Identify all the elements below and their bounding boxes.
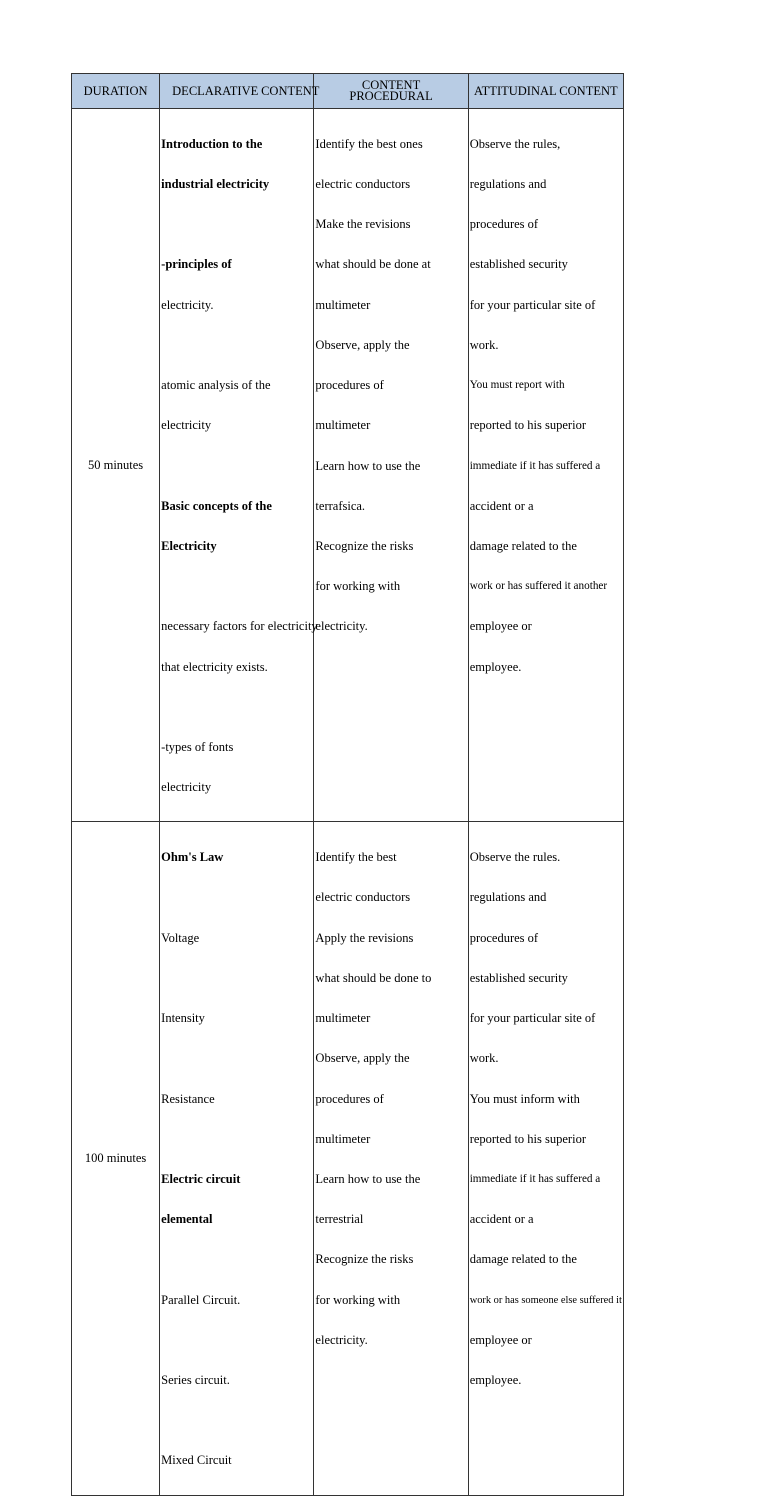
procedural-text: Observe, apply the [315, 1051, 410, 1066]
attitudinal-text: reported to his superior [469, 1131, 586, 1146]
procedural-text: multimeter [315, 1131, 371, 1146]
attitudinal-cell [468, 109, 623, 822]
declarative-heading: industrial electricity [161, 177, 270, 192]
procedural-text: multimeter [315, 1011, 371, 1026]
procedural-text: procedures of [315, 378, 384, 393]
declarative-cell [160, 109, 318, 822]
attitudinal-text: immediate if it has suffered a [469, 459, 601, 472]
declarative-subheading: -principles of [161, 257, 232, 272]
procedural-text: for working with [315, 1292, 401, 1307]
procedural-text: Observe, apply the [315, 337, 410, 352]
attitudinal-text: procedures of [469, 217, 539, 232]
procedural-text: multimeter [315, 297, 371, 312]
header-procedural-label: PROCEDURAL [349, 89, 433, 103]
header-procedural [314, 74, 468, 109]
content-table [71, 73, 624, 1496]
attitudinal-text: accident or a [469, 498, 534, 513]
attitudinal-text: You must inform with [469, 1091, 580, 1106]
procedural-text: multimeter [315, 418, 371, 433]
header-procedural-content-label: CONTENT [361, 78, 421, 92]
attitudinal-text: work or has suffered it another [469, 580, 608, 593]
procedural-text: Apply the revisions [315, 930, 414, 945]
attitudinal-text: reported to his superior [469, 418, 586, 433]
declarative-text: electricity. [161, 297, 214, 312]
attitudinal-text: established security [469, 970, 568, 985]
declarative-heading: Basic concepts of the [161, 498, 272, 513]
declarative-text: electricity [161, 418, 212, 433]
procedural-text: electricity. [315, 1332, 368, 1347]
procedural-text: for working with [315, 579, 401, 594]
procedural-text: Make the revisions [315, 217, 411, 232]
attitudinal-text: employee or [469, 619, 532, 634]
procedural-text: electricity. [315, 619, 368, 634]
declarative-heading: Introduction to the [161, 136, 263, 151]
procedural-text: Learn how to use the [315, 458, 421, 473]
attitudinal-text: work or has someone else suffered it [469, 1294, 622, 1306]
attitudinal-text: You must report with [469, 379, 565, 392]
attitudinal-text: accident or a [469, 1212, 534, 1227]
declarative-heading: Electricity [161, 538, 217, 553]
declarative-heading: elemental [161, 1212, 213, 1227]
declarative-text: Resistance [161, 1091, 215, 1106]
attitudinal-text: employee. [469, 659, 522, 674]
procedural-text: what should be done at [315, 257, 431, 272]
header-attitudinal-label: ATTITUDINAL CONTENT [474, 83, 618, 98]
header-duration [72, 74, 160, 109]
procedural-text: Recognize the risks [315, 539, 414, 553]
attitudinal-text: regulations and [469, 177, 547, 192]
declarative-text: Parallel Circuit. [161, 1292, 241, 1307]
attitudinal-cell [468, 822, 623, 1495]
declarative-text: -types of fonts [161, 740, 234, 755]
attitudinal-text: for your particular site of [469, 1011, 596, 1026]
attitudinal-text: employee. [469, 1373, 522, 1388]
declarative-heading: Ohm's Law [161, 850, 224, 865]
header-row [72, 74, 624, 109]
header-attitudinal [468, 74, 623, 109]
procedural-text: Recognize the risks [315, 1252, 414, 1267]
procedural-cell [314, 109, 468, 822]
attitudinal-text: procedures of [469, 930, 539, 945]
header-declarative [160, 74, 320, 109]
procedural-text: Identify the best [315, 850, 397, 865]
declarative-text: Voltage [161, 930, 200, 945]
table-row [72, 822, 624, 1495]
procedural-text: Learn how to use the [315, 1172, 421, 1187]
header-declarative-content-label: CONTENT [261, 83, 320, 98]
attitudinal-text: work. [469, 1051, 499, 1066]
procedural-cell [314, 822, 468, 1495]
duration-value: 50 minutes [87, 457, 144, 472]
header-declarative-label: DECLARATIVE [172, 83, 259, 98]
table-row [72, 109, 624, 822]
attitudinal-text: damage related to the [469, 539, 577, 553]
header-duration-label: DURATION [83, 83, 148, 98]
declarative-cell [160, 822, 314, 1495]
procedural-text: electric conductors [315, 177, 411, 192]
attitudinal-text: for your particular site of [469, 297, 596, 312]
attitudinal-text: immediate if it has suffered a [469, 1173, 601, 1186]
declarative-text: electricity [161, 780, 212, 795]
duration-value: 100 minutes [84, 1150, 147, 1165]
duration-cell [72, 822, 160, 1495]
attitudinal-text: damage related to the [469, 1252, 577, 1267]
declarative-heading: Electric circuit [161, 1171, 241, 1186]
duration-cell [72, 109, 160, 822]
declarative-text: Mixed Circuit [161, 1453, 232, 1468]
procedural-text: terrafsica. [315, 498, 366, 513]
attitudinal-text: Observe the rules, [469, 136, 561, 151]
declarative-text: necessary factors for electricity [161, 619, 318, 634]
declarative-text: Intensity [161, 1011, 205, 1026]
attitudinal-text: work. [469, 337, 499, 352]
procedural-text: terrestrial [315, 1212, 364, 1227]
declarative-text: atomic analysis of the [161, 378, 271, 393]
attitudinal-text: established security [469, 257, 568, 272]
procedural-text: procedures of [315, 1091, 384, 1106]
procedural-text: electric conductors [315, 890, 411, 905]
attitudinal-text: employee or [469, 1332, 532, 1347]
attitudinal-text: regulations and [469, 890, 547, 905]
procedural-text: what should be done to [315, 970, 432, 985]
declarative-text: Series circuit. [161, 1373, 230, 1388]
procedural-text: Identify the best ones [315, 136, 423, 151]
declarative-text: that electricity exists. [161, 659, 268, 674]
attitudinal-text: Observe the rules. [469, 850, 561, 865]
